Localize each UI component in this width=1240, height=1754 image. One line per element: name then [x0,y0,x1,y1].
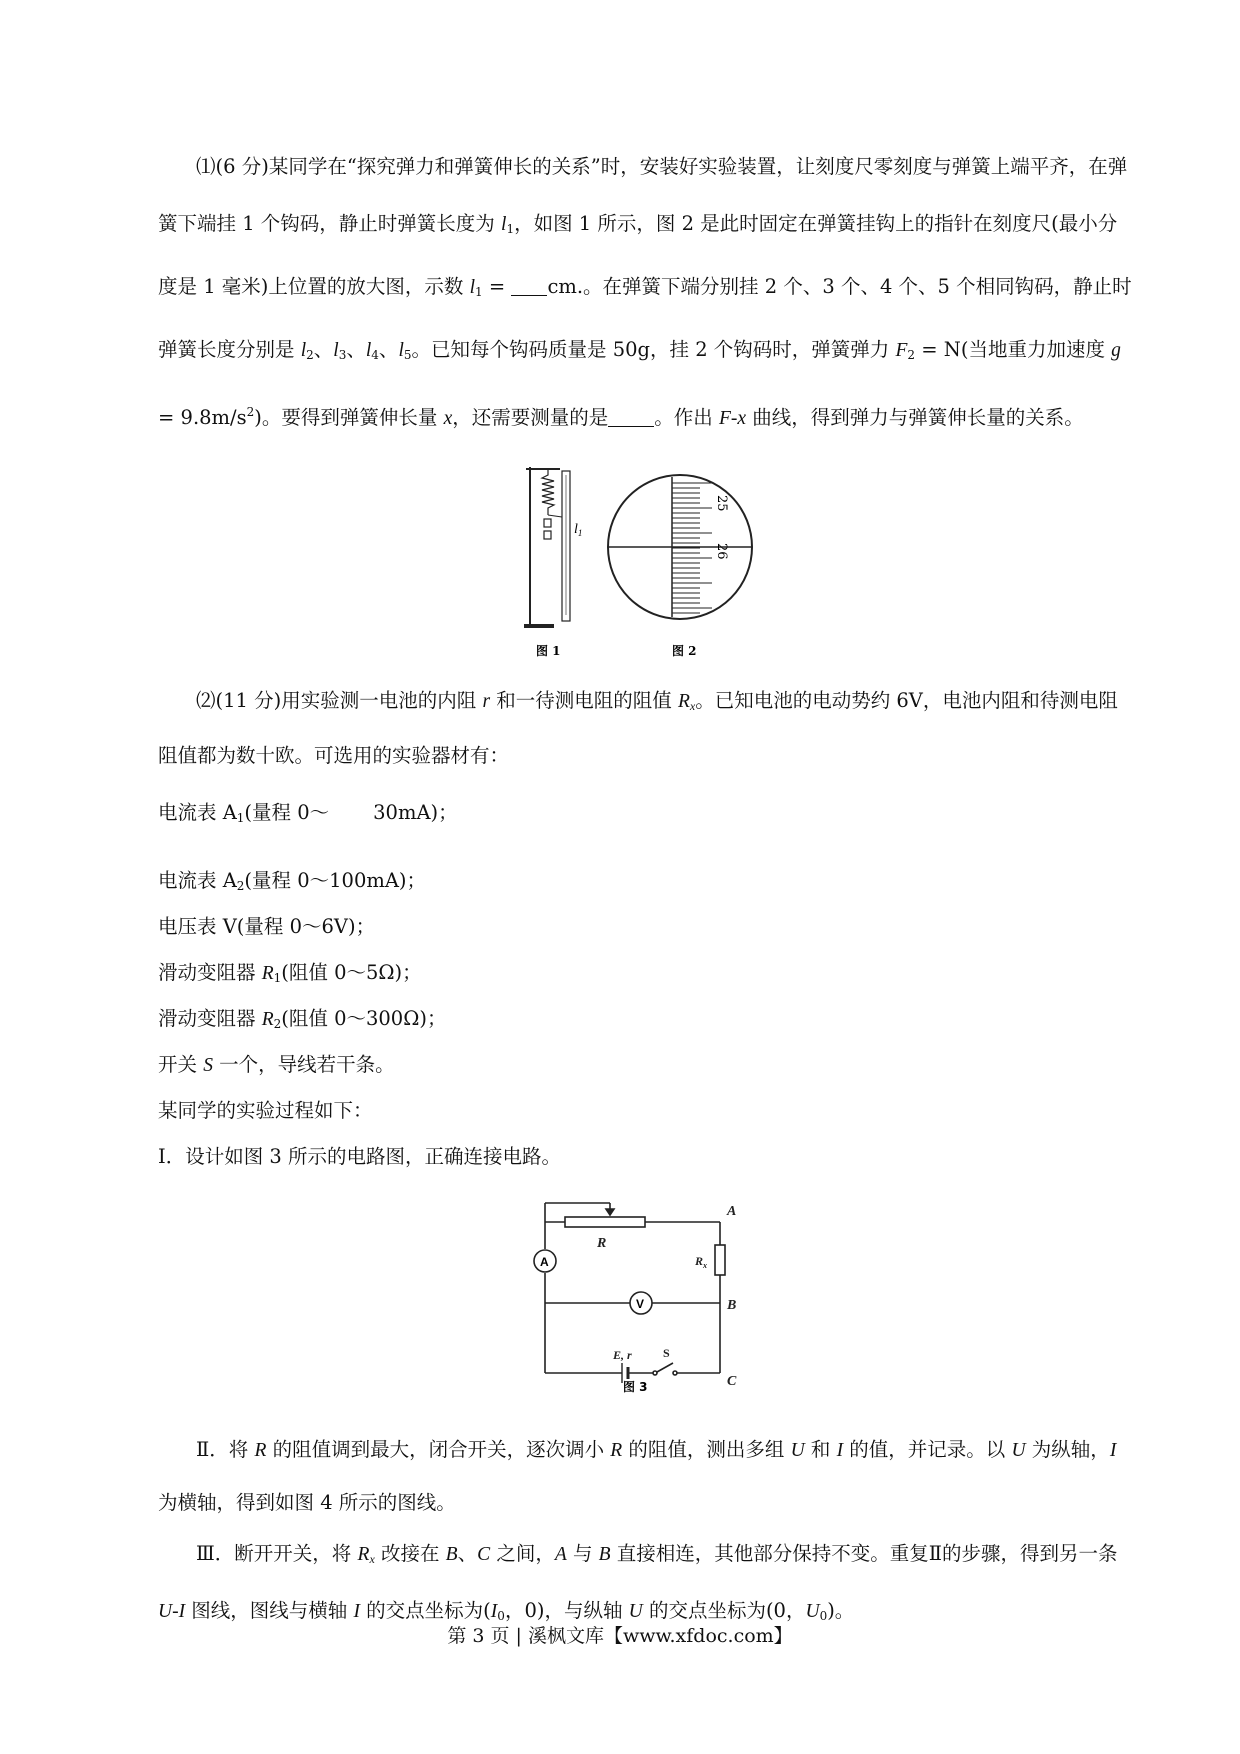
equipment-rheostat-r1: 滑动变阻器 $R_1$(阻值 0～5Ω)； [158,961,422,985]
scale-label-25: 25 [714,495,729,512]
paragraph-battery-experiment: ⑵(11 分)用实验测一电池的内阻 r 和一待测电阻的阻值 $R_x$。已知电池的电动势约 6V，电池内阻和待测电阻阻值都为数十欧。可选用的实验器材有： [158,689,1118,767]
figure-2-magnified-scale [608,475,752,619]
scale-label-26: 26 [714,543,729,560]
procedure-step-1: Ⅰ．设计如图 3 所示的电路图，正确连接电路。 [158,1145,562,1168]
answer-blank-measure[interactable] [608,406,654,427]
label-A: A [727,1204,737,1219]
equipment-ammeter-a1: 电流表 $A_1$(量程 0～ 30mA)； [158,801,458,825]
figure-2-caption: 图 2 [672,644,697,658]
procedure-intro: 某同学的实验过程如下： [158,1099,373,1122]
label-C: C [727,1374,737,1389]
label-S: S [663,1346,670,1360]
procedure-step-3: Ⅲ．断开开关，将 $R_x$ 改接在 B、C 之间，A 与 B 直接相连，其他部分保持不变。重复Ⅱ的步骤，得到另一条 U-I 图线，图线与横轴 I 的交点坐标为($I_0$，0)，与纵轴 U 的交点坐标为(0，$U_0$)。 [158,1542,1118,1623]
label-B: B [727,1298,737,1313]
paragraph-spring-experiment: ⑴(6 分)某同学在“探究弹力和弹簧伸长的关系”时，安装好实验装置，让刻度尺零刻度与弹簧上端平齐，在弹簧下端挂 1 个钩码，静止时弹簧长度为 $l_1$，如图 1 所示，图 2 是此时固定在弹簧挂钩上的指针在刻度尺(最小分度是 1 毫米)上位置的放大图，示数 $l_1$ = cm.。在弹簧下端分别挂 2 个、3 个、4 个、5 个相同钩码，静止时弹簧长度分别是 $l_2$、$l_3$、$l_4$、$l_5$。已知每个钩码质量是 50g，挂 2 个钩码时，弹簧弹力 $F_2 = N$(当地重力加速度 $g = 9.8m/s^2$)。要得到弹簧伸长量 x，还需要测量的是 。作出 F-x 曲线，得到弹力与弹簧伸长量的关系。 [158,155,1132,429]
procedure-step-2: Ⅱ．将 R 的阻值调到最大，闭合开关，逐次调小 R 的阻值，测出多组 U 和 I 的值，并记录。以 U 为纵轴，I 为横轴，得到如图 4 所示的图线。 [158,1438,1117,1514]
label-E-r: E, r [613,1348,632,1362]
answer-blank-l1[interactable] [511,275,547,296]
equipment-rheostat-r2: 滑动变阻器 $R_2$(阻值 0～300Ω)； [158,1007,447,1031]
equipment-voltmeter: 电压表 V(量程 0～6V)； [158,915,376,938]
figure-1-l1-label: $l_1$ [574,522,583,538]
figure-1-caption: 图 1 [536,644,561,658]
equipment-ammeter-a2: 电流表 $A_2$(量程 0～100mA)； [158,869,427,893]
equipment-switch: 开关 S 一个，导线若干条。 [158,1053,395,1076]
label-Rx: $R_x$ [695,1254,708,1270]
page-footer: 第 3 页 | 溪枫文库【www.xfdoc.com】 [447,1625,793,1647]
label-R: R [597,1236,607,1251]
figure-spring-and-scale [500,455,780,665]
voltmeter-symbol: V [636,1297,645,1311]
figure-1-stand [524,467,570,626]
figure-3-circuit [525,1193,755,1393]
ammeter-symbol: A [540,1255,549,1269]
figure-3-caption: 图 3 [623,1380,648,1393]
